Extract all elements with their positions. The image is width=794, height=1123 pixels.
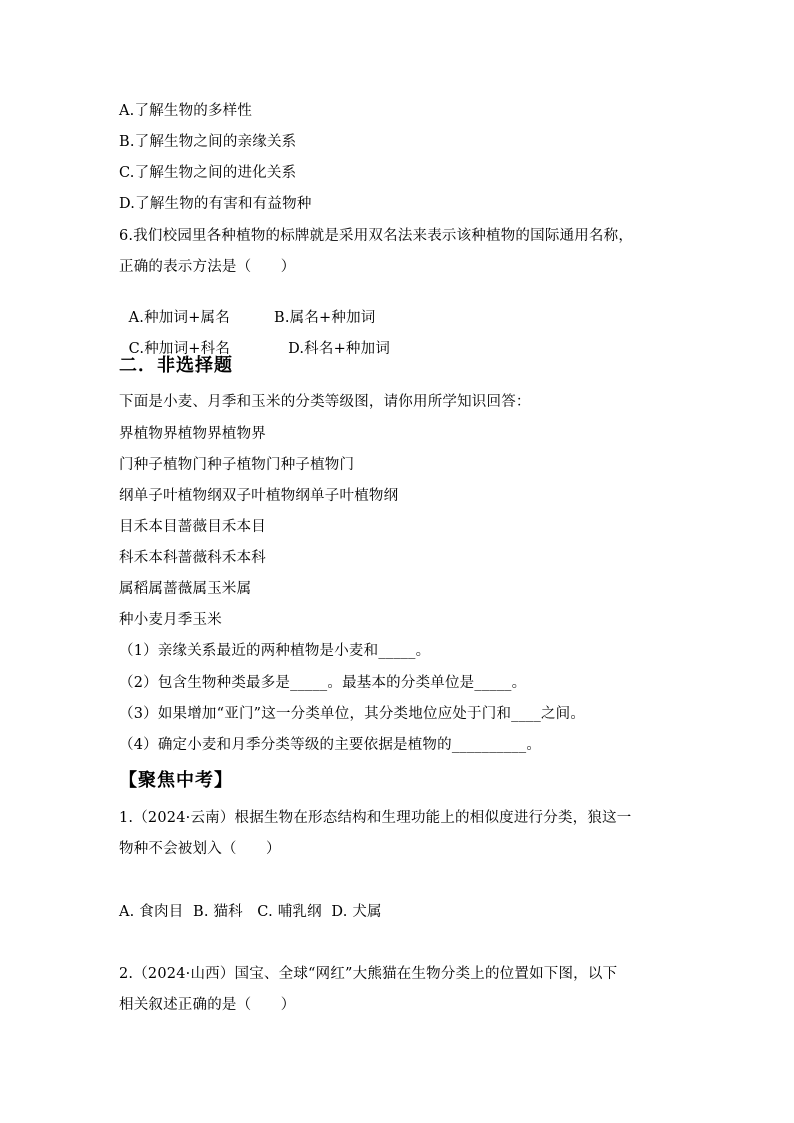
- subquestion-1: （1）亲缘关系最近的两种植物是小麦和_____。: [119, 643, 431, 659]
- focus-q1-line2: 物种不会被划入（ ）: [119, 841, 281, 857]
- focus-q2-line1: 2.（2024·山西）国宝、全球“网红”大熊猫在生物分类上的位置如下图，以下: [119, 966, 618, 982]
- focus-q1-options: A. 食肉目 B. 猫科 C. 哺乳纲 D. 犬属: [119, 904, 382, 920]
- q5-option-a: A.了解生物的多样性: [119, 103, 253, 119]
- focus-section-title: 【聚焦中考】: [119, 770, 233, 791]
- classification-line-genus: 属稻属蔷薇属玉米属: [119, 581, 252, 597]
- q6-options-row2: [119, 319, 390, 359]
- section2-intro: 下面是小麦、月季和玉米的分类等级图，请你用所学知识回答：: [119, 394, 531, 410]
- focus-q2-line2: 相关叙述正确的是（ ）: [119, 997, 296, 1013]
- q6-option-c: C.种加词+科名: [128, 341, 231, 357]
- q6-option-a: A.种加词+属名: [128, 310, 230, 326]
- classification-line-family: 科禾本科蔷薇科禾本科: [119, 550, 266, 566]
- q5-option-c: C.了解生物之间的进化关系: [119, 165, 297, 181]
- subquestion-2: （2）包含生物种类最多是_____。最基本的分类单位是_____。: [119, 675, 527, 691]
- q6-option-d: D.科名+种加词: [288, 341, 391, 357]
- section2-title: 二．非选择题: [119, 355, 233, 376]
- q6-option-b: B.属名+种加词: [273, 310, 376, 326]
- classification-line-kingdom: 界植物界植物界植物界: [119, 426, 266, 442]
- classification-line-order: 目禾本目蔷薇目禾本目: [119, 519, 266, 535]
- q5-option-d: D.了解生物的有害和有益物种: [119, 196, 312, 212]
- classification-line-class: 纲单子叶植物纲双子叶植物纲单子叶植物纲: [119, 488, 399, 504]
- subquestion-3: （3）如果增加“亚门”这一分类单位，其分类地位应处于门和____之间。: [119, 706, 586, 722]
- q6-stem-line1: 6.我们校园里各种植物的标牌就是采用双名法来表示该种植物的国际通用名称，: [119, 228, 634, 244]
- classification-line-phylum: 门种子植物门种子植物门种子植物门: [119, 457, 355, 473]
- focus-q1-line1: 1.（2024·云南）根据生物在形态结构和生理功能上的相似度进行分类，狼这一: [119, 810, 632, 826]
- q6-stem-line2: 正确的表示方法是（ ）: [119, 259, 296, 275]
- subquestion-4: （4）确定小麦和月季分类等级的主要依据是植物的__________。: [119, 737, 542, 753]
- q5-option-b: B.了解生物之间的亲缘关系: [119, 134, 297, 150]
- classification-line-species: 种小麦月季玉米: [119, 612, 222, 628]
